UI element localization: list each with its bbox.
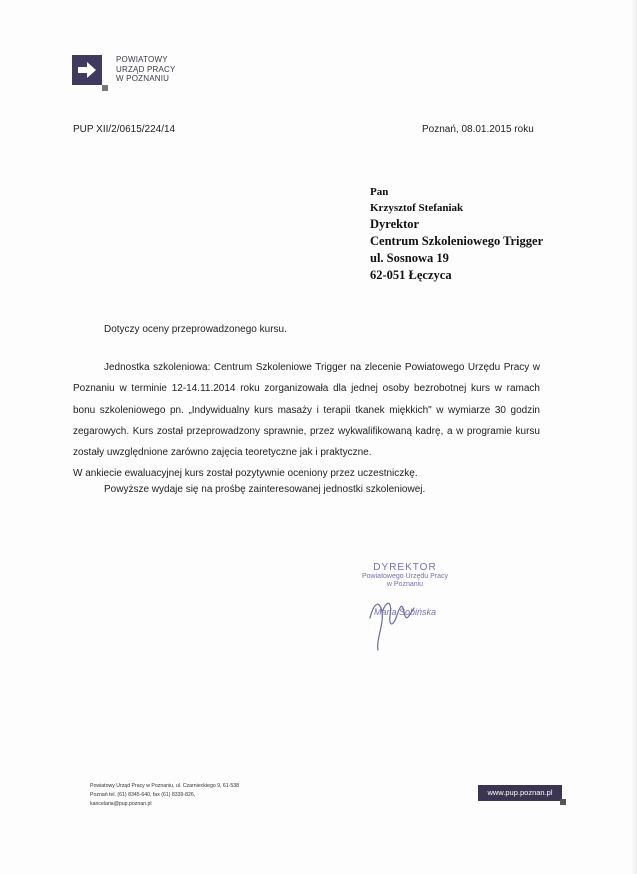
recipient-salutation: Pan bbox=[370, 186, 389, 198]
logo-line-1: POWIATOWY bbox=[116, 55, 168, 64]
letter-closing: Powyższe wydaje się na prośbę zainteresowanej jednostki szkoleniowej. bbox=[104, 484, 426, 495]
stamp-subtitle-2: w Poznaniu bbox=[386, 581, 424, 588]
recipient-street: ul. Sosnowa 19 bbox=[370, 251, 449, 265]
stamp-title: DYREKTOR bbox=[373, 562, 437, 573]
footer-website[interactable]: www.pup.poznan.pl bbox=[478, 785, 562, 801]
stamp-name: Maria Sobińska bbox=[373, 607, 437, 617]
letter-subject: Dotyczy oceny przeprowadzonego kursu. bbox=[104, 324, 287, 335]
footer-address-line-2: Poznań tel. (61) 8345-640, fax (61) 8339-826, bbox=[90, 792, 196, 798]
recipient-title: Dyrektor bbox=[370, 217, 420, 231]
reference-number: PUP XII/2/0615/224/14 bbox=[73, 124, 176, 135]
footer-address bbox=[90, 782, 239, 809]
letter-body bbox=[73, 357, 540, 485]
logo-line-3: W POZNANIU bbox=[116, 74, 170, 83]
recipient-name: Krzysztof Stefaniak bbox=[370, 202, 464, 214]
logo-line-2: URZĄD PRACY bbox=[116, 64, 176, 74]
recipient-address bbox=[370, 184, 543, 284]
recipient-city: 62-051 Łęczyca bbox=[370, 268, 452, 282]
body-paragraph-2: W ankiecie ewaluacyjnej kurs został pozytywnie oceniony przez uczestniczkę. bbox=[73, 468, 418, 480]
arrow-right-icon bbox=[72, 55, 108, 91]
letter-date: Poznań, 08.01.2015 roku bbox=[422, 124, 534, 135]
body-paragraph-1: Jednostka szkoleniowa: Centrum Szkoleniowe Trigger na zlecenie Powiatowego Urzędu Pracy w Poznaniu w terminie 12-14.11.2014 roku zorganizowała dla jednej osoby bezrobotnej kurs w ramach bonu szkoleniowego pn. „Indywidualny kurs masaży i terapii tkanek miękkich" w wymiarze 30 godzin zegarowych. Kurs został przeprowadzony sprawnie, przez wykwalifikowaną kadrę, a w programie kursu zostały uwzględnione zarówno zajęcia teoretyczne jak i praktyczne. bbox=[73, 362, 540, 459]
logo-text bbox=[116, 55, 176, 84]
handwritten-signature bbox=[362, 588, 422, 652]
footer-corner-mark bbox=[560, 799, 566, 805]
stamp-subtitle-1: Powiatowego Urzędu Pracy bbox=[362, 573, 448, 580]
recipient-organization: Centrum Szkoleniowego Trigger bbox=[370, 234, 544, 248]
footer-address-line-1: Powiatowy Urząd Pracy w Poznaniu, ul. Czarnieckiego 9, 61-538 bbox=[90, 783, 240, 789]
footer-address-line-3: kancelaria@pup.poznan.pl bbox=[90, 801, 152, 807]
scan-edge-shadow bbox=[631, 0, 637, 874]
